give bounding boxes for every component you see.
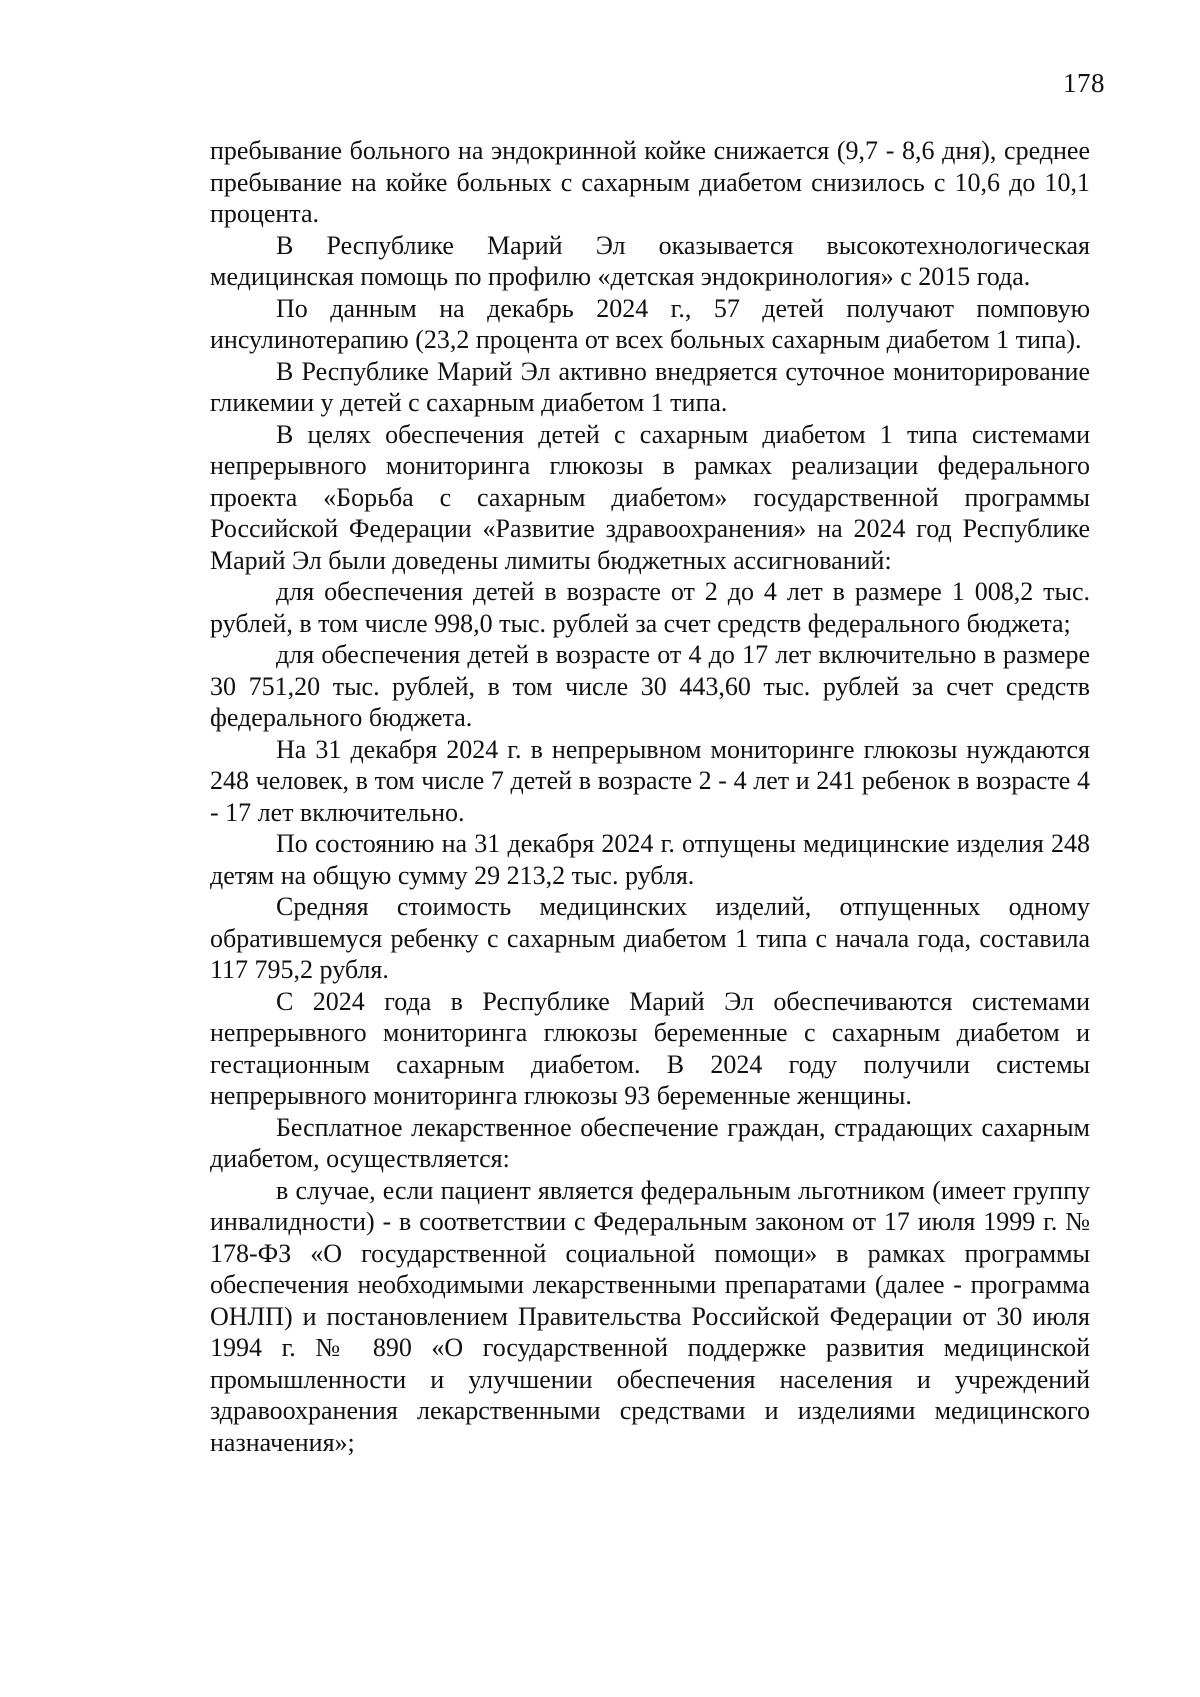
paragraph-average-cost: Средняя стоимость медицинских изделий, отпущенных одному обратившемуся ребенку с сахарным диабетом 1 типа с начала года, составила 117 795,2 рубля. bbox=[210, 892, 1090, 984]
paragraph-high-tech-care: В Республике Марий Эл оказывается высокотехнологическая медицинская помощь по профилю «детская эндокринология» с 2015 года. bbox=[210, 230, 1090, 291]
paragraph-pregnant-women: С 2024 года в Республике Марий Эл обеспечиваются системами непрерывного мониторинга глюкозы беременные с сахарным диабетом и гестационным сахарным диабетом. В 2024 году получили системы непрерывного мониторинга глюкозы 93 беременные женщины. bbox=[210, 986, 1090, 1110]
paragraph-budget-limits: В целях обеспечения детей с сахарным диабетом 1 типа системами непрерывного мониторинга глюкозы в рамках реализации федерального проекта «Борьба с сахарным диабетом» государственной программы Российской Федерации «Развитие здравоохранения» на 2024 год Республике Марий Эл были доведены лимиты бюджетных ассигнований: bbox=[210, 419, 1090, 575]
paragraph-federal-beneficiary: в случае, если пациент является федеральным льготником (имеет группу инвалидности) - в соответствии с Федеральным законом от 17 июля 1999 г. № 178-ФЗ «О государственной социальной помощи» в рамках программы обеспечения необходимыми лекарственными препаратами (далее - программа ОНЛП) и постановлением Правительства Российской Федерации от 30 июля 1994 г. № 890 «О государственной поддержке развития медицинской промышленности и улучшении обеспечения населения и учреждений здравоохранения лекарственными средствами и изделиями медицинского назначения»; bbox=[210, 1175, 1090, 1457]
page-number: 178 bbox=[1063, 68, 1105, 98]
paragraph-glycemia-monitoring: В Республике Марий Эл активно внедряется суточное мониторирование гликемии у детей с сахарным диабетом 1 типа. bbox=[210, 356, 1090, 417]
document-body bbox=[210, 135, 1090, 1458]
paragraph-pump-therapy: По данным на декабрь 2024 г., 57 детей получают помповую инсулинотерапию (23,2 процента от всех больных сахарным диабетом 1 типа). bbox=[210, 293, 1090, 354]
paragraph-budget-ages-2-4: для обеспечения детей в возрасте от 2 до 4 лет в размере 1 008,2 тыс. рублей, в том числе 998,0 тыс. рублей за счет средств федерального бюджета; bbox=[210, 577, 1090, 638]
paragraph-hospital-stay: пребывание больного на эндокринной койке снижается (9,7 - 8,6 дня), среднее пребывание на койке больных с сахарным диабетом снизилось с 10,6 до 10,1 процента. bbox=[210, 136, 1090, 228]
paragraph-budget-ages-4-17: для обеспечения детей в возрасте от 4 до 17 лет включительно в размере 30 751,20 тыс. рублей, в том числе 30 443,60 тыс. рублей за счет средств федерального бюджета. bbox=[210, 640, 1090, 732]
paragraph-devices-issued: По состоянию на 31 декабря 2024 г. отпущены медицинские изделия 248 детям на общую сумму 29 213,2 тыс. рубля. bbox=[210, 829, 1090, 890]
paragraph-monitoring-need: На 31 декабря 2024 г. в непрерывном мониторинге глюкозы нуждаются 248 человек, в том числе 7 детей в возрасте 2 - 4 лет и 241 ребенок в возрасте 4 - 17 лет включительно. bbox=[210, 734, 1090, 827]
paragraph-free-medicines: Бесплатное лекарственное обеспечение граждан, страдающих сахарным диабетом, осуществляется: bbox=[210, 1112, 1090, 1173]
